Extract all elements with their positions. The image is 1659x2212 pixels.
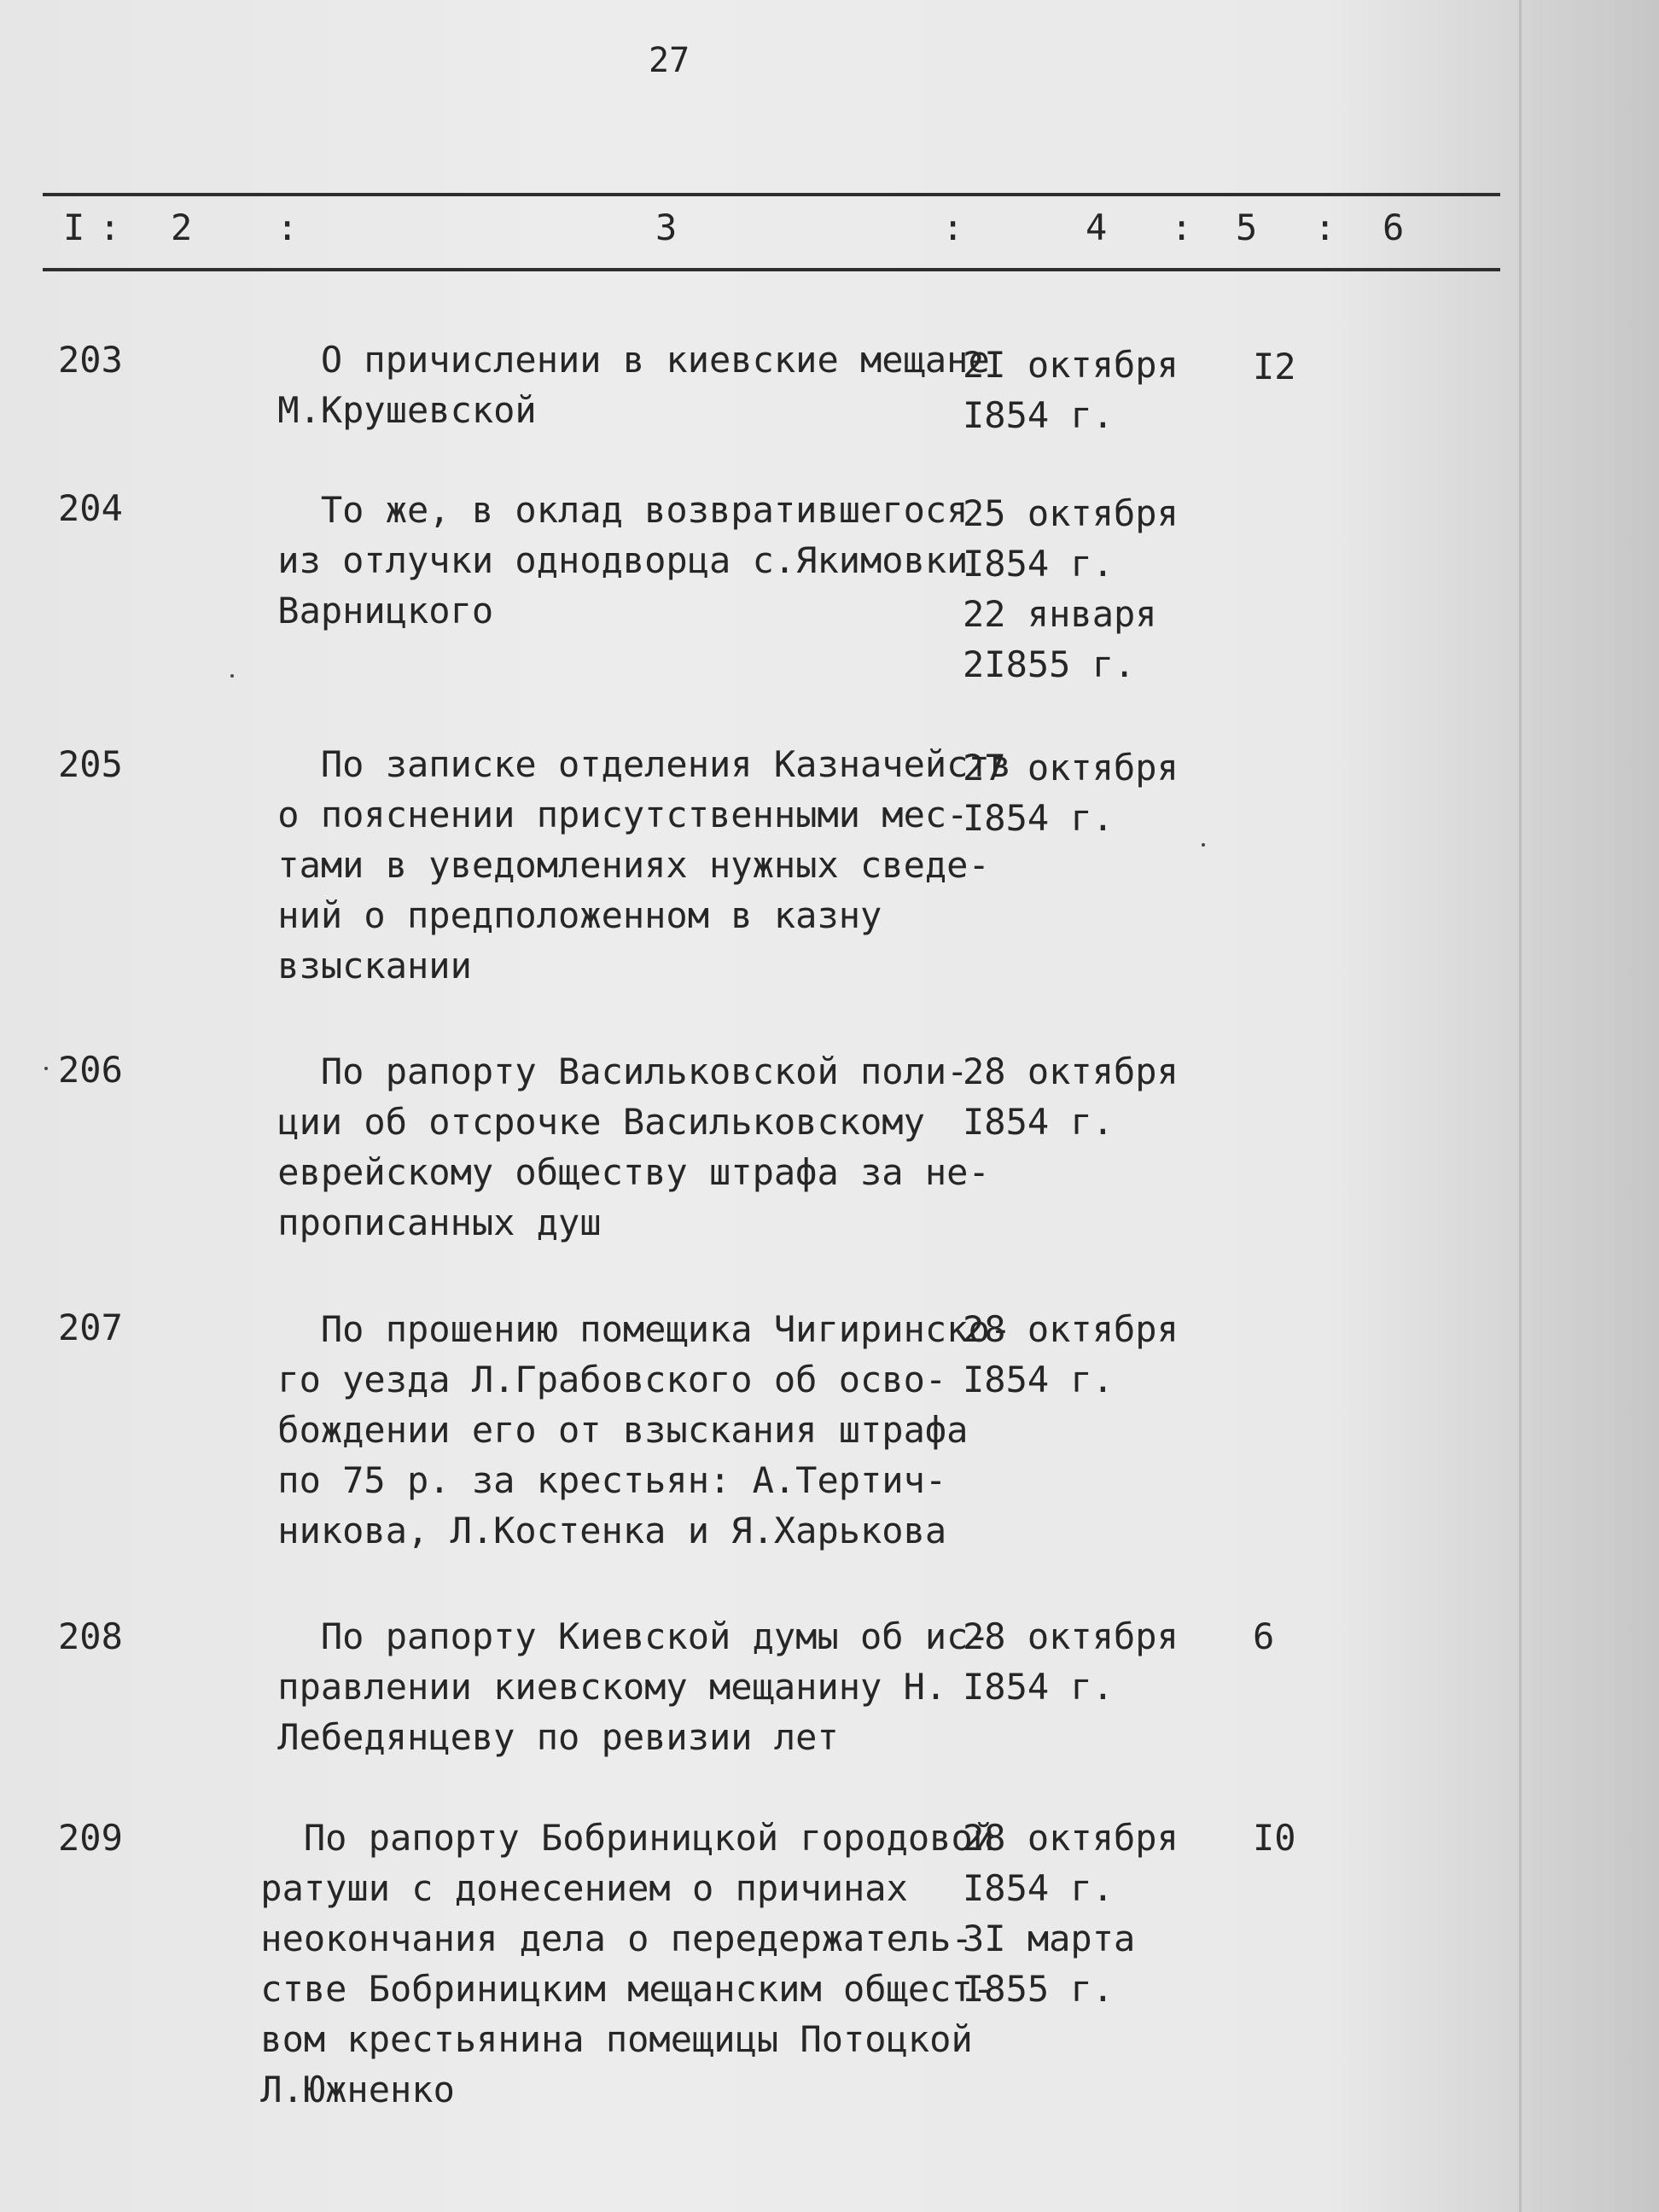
- entry-number: 206: [58, 1049, 123, 1091]
- col-4-heading: 4: [1086, 207, 1108, 248]
- header-rule-top: [43, 193, 1500, 196]
- entry-title: О причислении в киевские мещане М.Крушевской: [277, 339, 990, 431]
- entry-number: 204: [58, 487, 123, 529]
- entry-number: 207: [58, 1307, 123, 1348]
- page-number: 27: [649, 41, 690, 80]
- entry-title: По рапорту Васильковской поли- ции об отсрочке Васильковскому еврейскому обществу штрафа за не- прописанных душ: [277, 1051, 990, 1243]
- entry-title: По записке отделения Казначейств о пояснении присутственными мес- тами в уведомлениях нужных сведе- ний о предположенном в казну взыскании: [277, 743, 1012, 987]
- col-separator: :: [1171, 207, 1193, 248]
- entry-sheet-count: I2: [1253, 346, 1296, 387]
- entry-dates: 2I октября I854 г.: [963, 344, 1179, 436]
- entry-title: То же, в оклад возвратившегося из отлучки однодворца с.Якимовки Варницкого: [277, 489, 969, 632]
- ink-speck: [1202, 843, 1205, 847]
- entry-number: 208: [58, 1615, 123, 1657]
- page-edge-shadow: [1519, 0, 1522, 2212]
- entry-dates: 28 октября I854 г.: [963, 1615, 1179, 1708]
- ink-speck: [230, 674, 234, 678]
- col-5-heading: 5: [1236, 207, 1258, 248]
- col-6-heading: 6: [1382, 207, 1405, 248]
- entry-sheet-count: I0: [1253, 1817, 1296, 1859]
- entry-dates: 28 октября I854 г.: [963, 1308, 1179, 1400]
- col-separator: :: [276, 207, 299, 248]
- entry-dates: 28 октября I854 г. 3I марта I855 г.: [963, 1817, 1179, 2010]
- header-rule-bottom: [43, 268, 1500, 271]
- col-separator: :: [1314, 207, 1336, 248]
- col-separator: :: [99, 207, 121, 248]
- entry-number: 205: [58, 743, 123, 785]
- col-2-heading: 2: [171, 207, 193, 248]
- entry-number: 203: [58, 339, 123, 381]
- entry-sheet-count: 6: [1253, 1615, 1275, 1657]
- col-1-heading: I: [63, 207, 85, 248]
- entry-number: 209: [58, 1817, 123, 1859]
- entry-dates: 27 октября I854 г.: [963, 747, 1179, 839]
- entry-title: По прошению помещика Чигиринско- го уезда Л.Грабовского об осво- бождении его от взыскания штрафа по 75 р. за крестьян: А.Тертич- никова, Л.Костенка и Я.Харькова: [277, 1308, 1012, 1551]
- col-separator: :: [942, 207, 964, 248]
- ink-speck: [44, 1067, 48, 1070]
- entry-title: По рапорту Киевской думы об ис- правлении киевскому мещанину Н. Лебедянцеву по ревизии лет: [277, 1615, 990, 1758]
- entry-dates: 25 октября I854 г. 22 января 2I855 г.: [963, 492, 1179, 685]
- entry-dates: 28 октября I854 г.: [963, 1051, 1179, 1143]
- entry-title: По рапорту Бобриницкой городовой ратуши с донесением о причинах неокончания дела о передержатель- стве Бобриницким мещанским общест- вом крестьянина помещицы Потоцкой Л.Южненко: [260, 1817, 995, 2110]
- col-3-heading: 3: [655, 207, 678, 248]
